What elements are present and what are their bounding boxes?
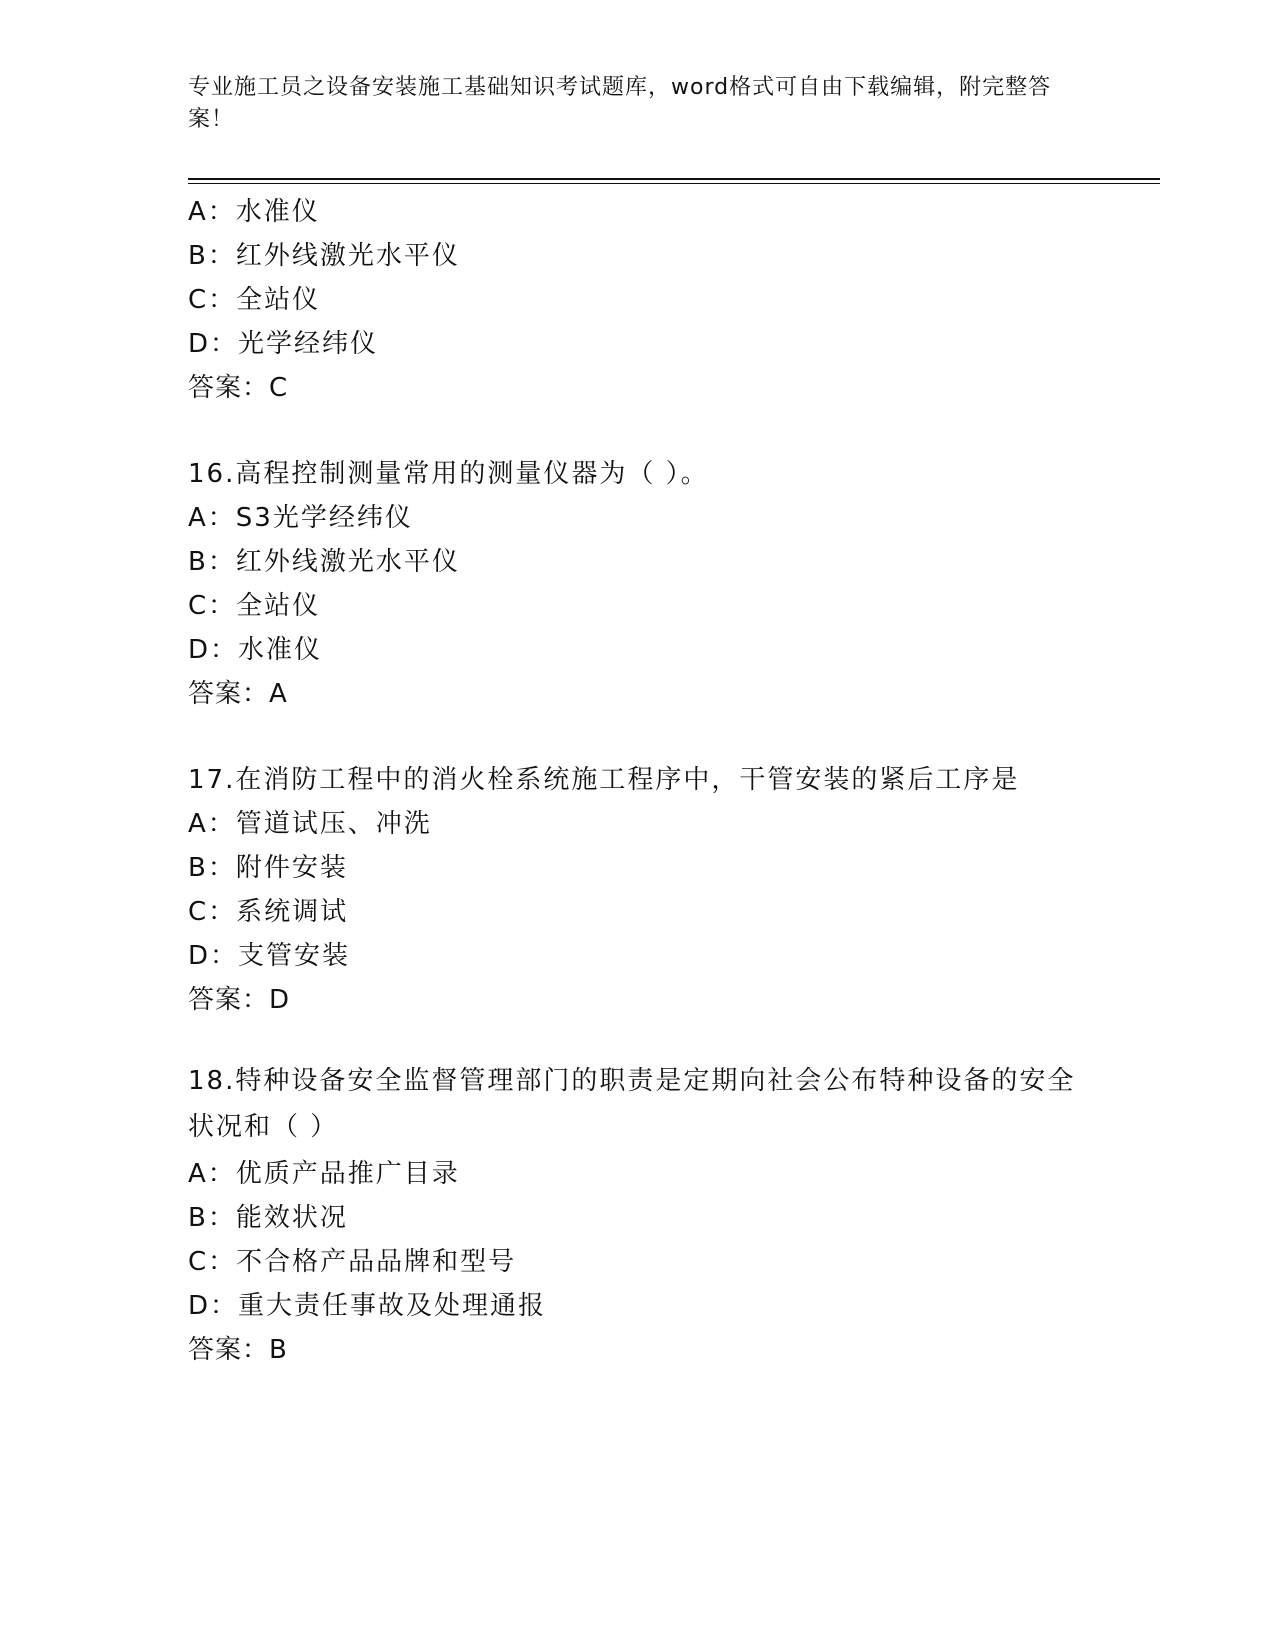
q17-option-b: B：附件安装 bbox=[188, 853, 348, 883]
q16-stem: 16.高程控制测量常用的测量仪器为（ ）。 bbox=[188, 459, 709, 489]
q18-stem: 18.特种设备安全监督管理部门的职责是定期向社会公布特种设备的安全状况和（ ） bbox=[188, 1066, 1076, 1142]
q18-option-b: B：能效状况 bbox=[188, 1203, 348, 1233]
q17-option-d: D：支管安装 bbox=[188, 941, 351, 971]
q15-option-c: C：全站仪 bbox=[188, 285, 321, 315]
q15-option-d: D：光学经纬仪 bbox=[188, 329, 379, 359]
q17-option-a: A：管道试压、冲洗 bbox=[188, 809, 432, 839]
q17-answer: 答案：D bbox=[188, 985, 291, 1015]
q17-option-c: C：系统调试 bbox=[188, 897, 349, 927]
q18-option-c: C：不合格产品品牌和型号 bbox=[188, 1247, 517, 1277]
q17-stem: 17.在消防工程中的消火栓系统施工程序中，干管安装的紧后工序是 bbox=[188, 765, 1020, 795]
q18-answer: 答案：B bbox=[188, 1335, 288, 1365]
q15-option-a: A：水准仪 bbox=[188, 197, 320, 227]
q15-option-b: B：红外线激光水平仪 bbox=[188, 241, 460, 271]
q16-option-a: A：S3光学经纬仪 bbox=[188, 503, 413, 533]
q16-option-b: B：红外线激光水平仪 bbox=[188, 547, 460, 577]
header-divider-thick bbox=[188, 178, 1160, 180]
q16-answer: 答案：A bbox=[188, 679, 288, 709]
q15-answer: 答案：C bbox=[188, 373, 289, 403]
q18-option-d: D：重大责任事故及处理通报 bbox=[188, 1291, 547, 1321]
q16-option-c: C：全站仪 bbox=[188, 591, 321, 621]
header-divider-thin bbox=[188, 183, 1160, 184]
q16-option-d: D：水准仪 bbox=[188, 635, 323, 665]
q18-option-a: A：优质产品推广目录 bbox=[188, 1159, 460, 1189]
document-header: 专业施工员之设备安装施工基础知识考试题库，word格式可自由下载编辑，附完整答案！ bbox=[188, 75, 1052, 132]
